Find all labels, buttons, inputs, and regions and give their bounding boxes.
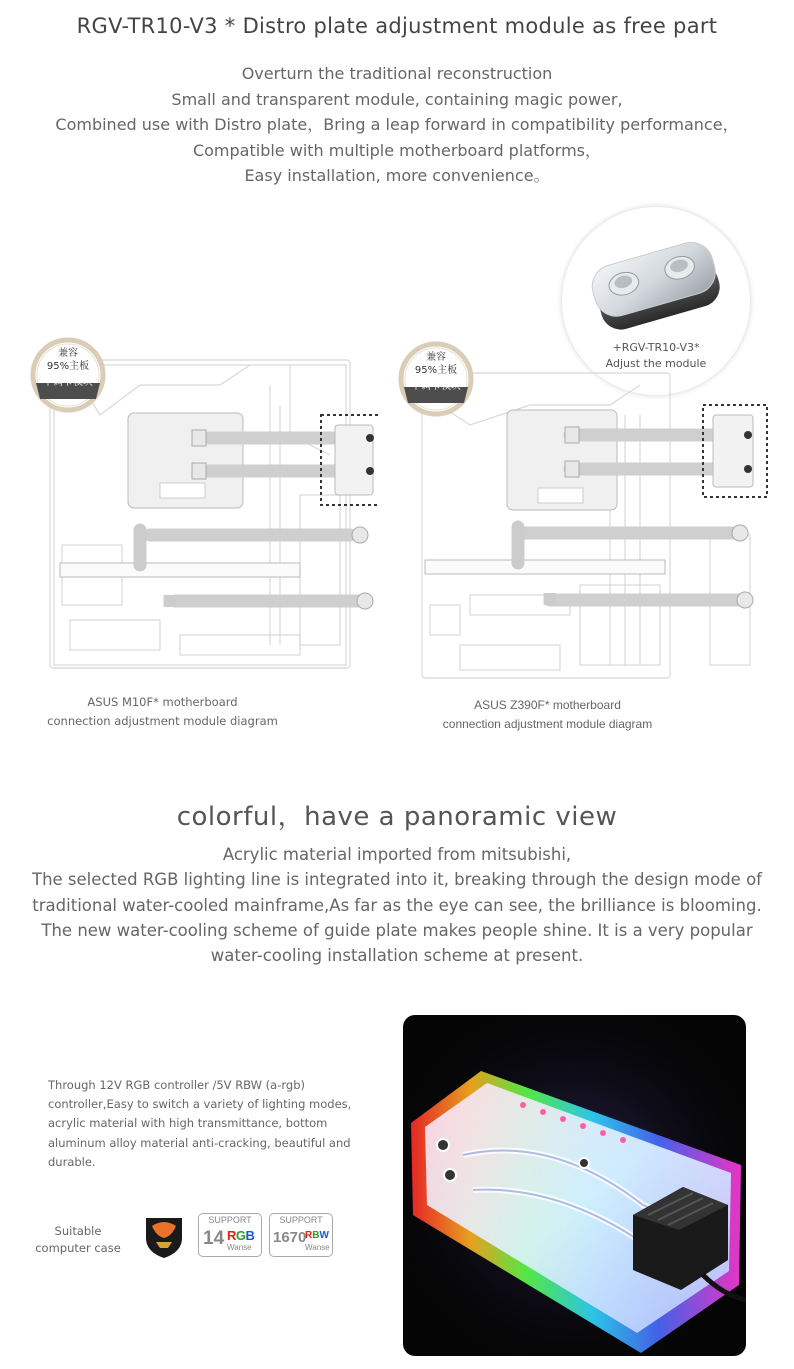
caption-left [30, 693, 295, 731]
support-number: 1670 [273, 1229, 307, 1246]
intro-line: Overturn the traditional reconstruction [241, 64, 553, 83]
rgb-distro-plate-photo [403, 1015, 746, 1356]
intro-line: Compatible with multiple motherboard platforms， [192, 140, 602, 160]
intro-line: Combined use with Distro plate，Bring a leap forward in compatibility performance， [55, 115, 739, 134]
product-description: Through 12V RGB controller /5V RBW (a-rgb) controller,Easy to switch a variety of lighting modes, acrylic material with high transmittance, bottom aluminum alloy material anti-cracking, beautiful and durable. [48, 1078, 352, 1169]
badge-text: 十调节模块 [411, 381, 461, 392]
support-sub: Wanse [305, 1243, 330, 1252]
caption-right [420, 696, 675, 734]
support-rbw-badge [269, 1213, 333, 1257]
support-brand: RGB [227, 1228, 255, 1243]
compatibility-badge-left [30, 337, 106, 413]
badge-text: 兼容 [58, 348, 78, 359]
caption-line: connection adjustment module diagram [47, 714, 278, 728]
support-label: SUPPORT [279, 1215, 323, 1225]
section-title: colorful，have a panoramic view [176, 802, 618, 832]
badge-text: 兼容 [426, 352, 446, 363]
module-label-line: +RGV-TR10-V3* [612, 341, 700, 354]
section-line: traditional water-cooled mainframe,As far as the eye can see, the brilliance is blooming. [32, 895, 762, 915]
suitable-case-label [28, 1223, 128, 1257]
intro-line: Small and transparent module, containing magic power, [171, 89, 623, 109]
support-rgb-badge [198, 1213, 262, 1257]
support-number: 14 [203, 1228, 225, 1249]
section-line: Acrylic material imported from mitsubishi, [222, 845, 572, 864]
badge-text: 十调节模块 [43, 377, 93, 388]
module-label-line: Adjust the module [605, 357, 707, 370]
caption-line: ASUS M10F* motherboard [87, 695, 238, 709]
page-title: RGV-TR10-V3 * Distro plate adjustment module as free part [76, 14, 718, 38]
suitable-line: computer case [35, 1241, 121, 1255]
caption-line: connection adjustment module diagram [442, 717, 653, 731]
rgb-plate-render-icon [403, 1015, 746, 1356]
badge-text: 95%主板 [46, 361, 90, 372]
section-line: The new water-cooling scheme of guide plate makes people shine. It is a very popular [41, 920, 753, 940]
intro-text [0, 61, 794, 189]
intro-line: Easy installation, more convenience。 [244, 166, 550, 185]
compatibility-badge-right [398, 341, 474, 417]
section-line: The selected RGB lighting line is integrated into it, breaking through the design mode of [32, 870, 762, 890]
cougar-logo-icon [142, 1214, 186, 1260]
section-text [0, 842, 794, 968]
caption-line: ASUS Z390F* motherboard [474, 698, 621, 712]
section-line: water-cooling installation scheme at present. [210, 946, 584, 966]
support-brand: RBW [305, 1230, 329, 1241]
support-sub: Wanse [227, 1243, 252, 1252]
support-label: SUPPORT [208, 1215, 252, 1225]
badge-text: 95%主板 [414, 365, 458, 376]
suitable-line: Suitable [54, 1224, 102, 1238]
